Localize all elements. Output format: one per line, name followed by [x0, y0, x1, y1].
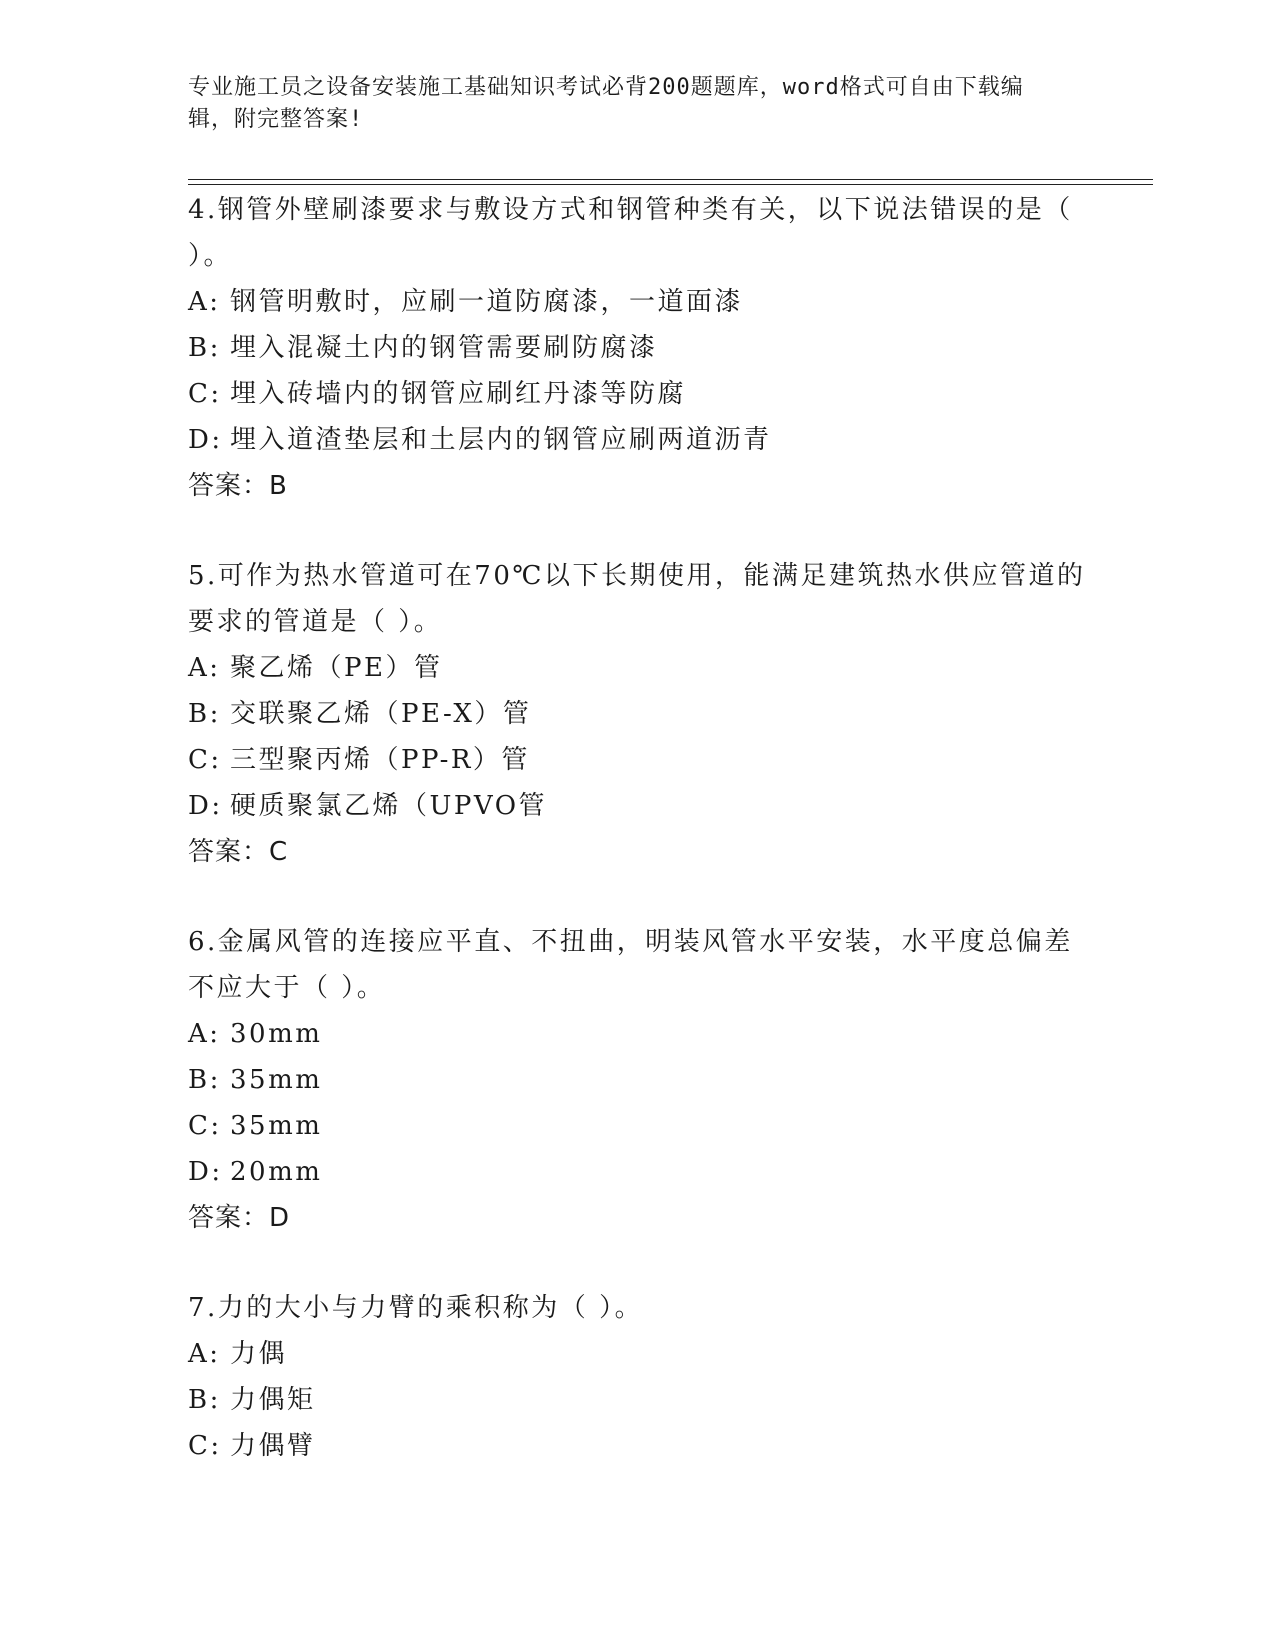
option-key: D: [188, 1157, 223, 1187]
answer: 答案：B [188, 471, 288, 501]
document-header: 专业施工员之设备安装施工基础知识考试必背200题题库，word格式可自由下载编辑，附完整答案! [188, 75, 1024, 132]
option-key: B: [188, 1385, 221, 1415]
option-key: C: [188, 379, 222, 409]
option-a [188, 1011, 1088, 1057]
option-c [188, 1423, 1088, 1469]
option-d [188, 417, 1088, 463]
option-text: 力偶臂 [230, 1431, 316, 1461]
option-text: 力偶矩 [230, 1385, 316, 1415]
option-key: A: [188, 287, 221, 317]
option-text: 聚乙烯（PE）管 [230, 653, 443, 683]
option-key: C: [188, 1111, 222, 1141]
option-b [188, 1377, 1088, 1423]
question-6 [188, 919, 1088, 1241]
option-text: 30mm [230, 1019, 323, 1049]
header-divider-bottom [188, 184, 1153, 185]
option-a [188, 279, 1088, 325]
question-7 [188, 1285, 1088, 1469]
option-b [188, 691, 1088, 737]
option-text: 钢管明敷时，应刷一道防腐漆，一道面漆 [230, 287, 744, 317]
question-text: 7.力的大小与力臂的乘积称为（ ）。 [188, 1293, 644, 1323]
option-text: 35mm [230, 1065, 323, 1095]
option-key: A: [188, 1019, 221, 1049]
option-c [188, 1103, 1088, 1149]
option-text: 交联聚乙烯（PE-X）管 [230, 699, 532, 729]
option-key: D: [188, 425, 223, 455]
option-text: 埋入道渣垫层和土层内的钢管应刷两道沥青 [230, 425, 772, 455]
option-d [188, 783, 1088, 829]
option-text: 埋入混凝土内的钢管需要刷防腐漆 [230, 333, 658, 363]
option-key: D: [188, 791, 223, 821]
option-text: 35mm [230, 1111, 323, 1141]
option-text: 三型聚丙烯（PP-R）管 [230, 745, 530, 775]
option-key: B: [188, 333, 221, 363]
option-key: C: [188, 1431, 222, 1461]
header-divider-top [188, 179, 1153, 180]
option-c [188, 371, 1088, 417]
option-text: 硬质聚氯乙烯（UPVO管 [230, 791, 548, 821]
option-a [188, 645, 1088, 691]
option-key: C: [188, 745, 222, 775]
question-text: 6.金属风管的连接应平直、不扭曲，明装风管水平安装，水平度总偏差不应大于（ ）。 [188, 927, 1073, 1003]
option-text: 埋入砖墙内的钢管应刷红丹漆等防腐 [230, 379, 687, 409]
option-c [188, 737, 1088, 783]
question-5 [188, 553, 1088, 875]
question-4 [188, 187, 1088, 509]
option-key: B: [188, 699, 221, 729]
option-text: 20mm [230, 1157, 323, 1187]
option-d [188, 1149, 1088, 1195]
option-key: A: [188, 653, 221, 683]
answer: 答案：D [188, 1203, 291, 1233]
option-b [188, 325, 1088, 371]
option-a [188, 1331, 1088, 1377]
answer: 答案：C [188, 837, 289, 867]
question-text: 5.可作为热水管道可在70℃以下长期使用，能满足建筑热水供应管道的要求的管道是（ ）。 [188, 561, 1086, 637]
option-b [188, 1057, 1088, 1103]
option-key: B: [188, 1065, 221, 1095]
question-list [188, 187, 1088, 1513]
question-text: 4.钢管外壁刷漆要求与敷设方式和钢管种类有关，以下说法错误的是（ ）。 [188, 195, 1073, 271]
option-key: A: [188, 1339, 221, 1369]
option-text: 力偶 [230, 1339, 288, 1369]
